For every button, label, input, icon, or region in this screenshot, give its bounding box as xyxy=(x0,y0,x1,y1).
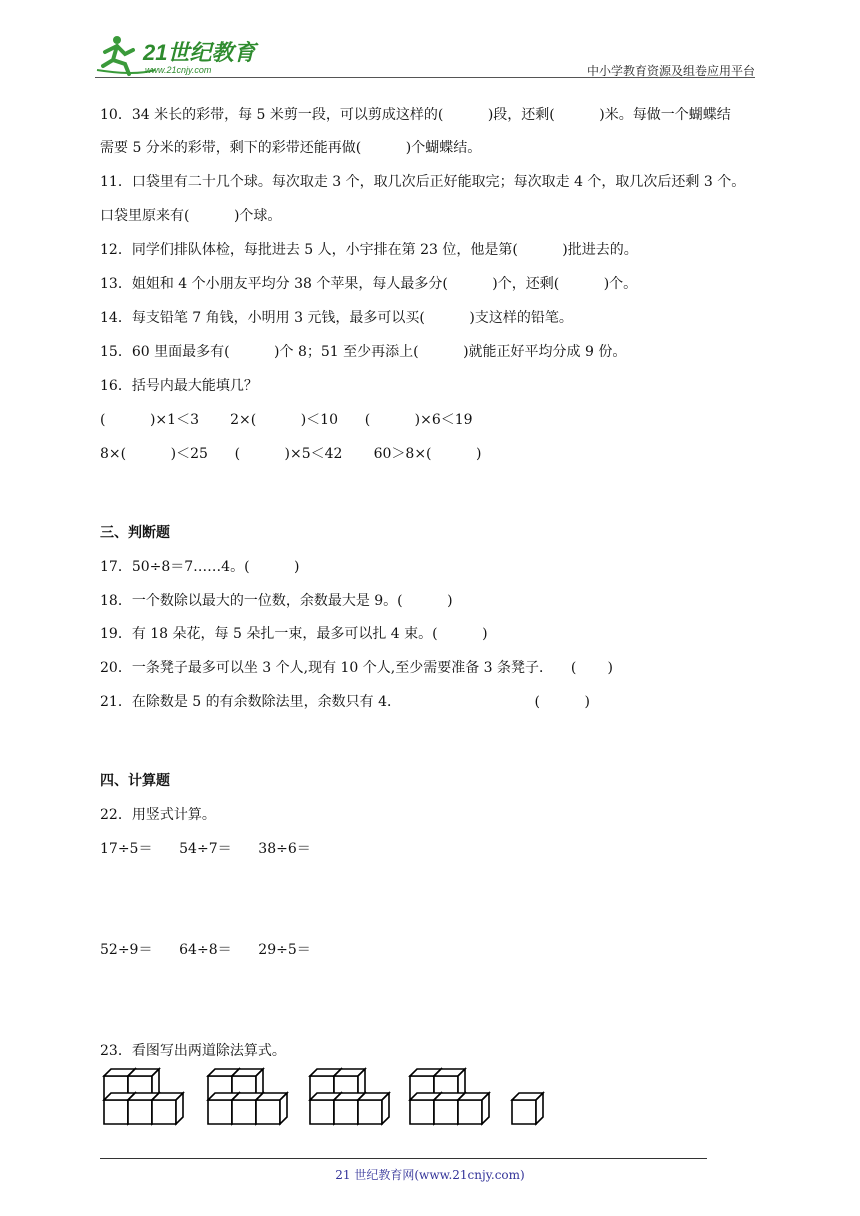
question-10-line-2: 需要 5 分米的彩带，剩下的彩带还能再做( )个蝴蝶结。 xyxy=(100,140,482,156)
cube xyxy=(512,1093,543,1124)
svg-text:21世纪教育: 21世纪教育 xyxy=(143,40,256,65)
question-18: 18．一个数除以最大的一位数，余数最大是 9。( ) xyxy=(100,593,453,609)
question-16-row-2: 8×( )＜25 ( )×5＜42 60＞8×( ) xyxy=(100,446,482,462)
question-15: 15．60 里面最多有( )个 8；51 至少再添上( )就能正好平均分成 9 份。 xyxy=(100,344,627,360)
question-23: 23．看图写出两道除法算式。 xyxy=(100,1043,286,1059)
question-16-row-1: ( )×1＜3 2×( )＜10 ( )×6＜19 xyxy=(100,412,473,428)
svg-text:www.21cnjy.com: www.21cnjy.com xyxy=(145,65,212,75)
page-header xyxy=(95,30,755,78)
section-3-title: 三、判断题 xyxy=(100,525,170,541)
question-17: 17．50÷8＝7……4。( ) xyxy=(100,559,300,575)
cube xyxy=(256,1093,287,1124)
footer-text: 21 世纪教育网(www.21cnjy.com) xyxy=(335,1168,525,1182)
question-12: 12．同学们排队体检，每批进去 5 人，小宇排在第 23 位，他是第( )批进去的。 xyxy=(100,242,638,258)
question-13: 13．姐姐和 4 个小朋友平均分 38 个苹果，每人最多分( )个，还剩( )个。 xyxy=(100,276,638,292)
footer-divider xyxy=(100,1158,707,1159)
calc-row-1: 17÷5＝ 54÷7＝ 38÷6＝ xyxy=(100,841,311,857)
cube xyxy=(458,1093,489,1124)
cube xyxy=(152,1093,183,1124)
section-4-title: 四、计算题 xyxy=(100,773,170,789)
calc-row-2: 52÷9＝ 64÷8＝ 29÷5＝ xyxy=(100,942,311,958)
cube xyxy=(358,1093,389,1124)
site-logo xyxy=(95,30,275,78)
question-19: 19．有 18 朵花，每 5 朵扎一束，最多可以扎 4 束。( ) xyxy=(100,626,488,642)
question-21: 21．在除数是 5 的有余数除法里，余数只有 4． ( ) xyxy=(100,694,590,710)
question-14: 14．每支铅笔 7 角钱，小明用 3 元钱，最多可以买( )支这样的铅笔。 xyxy=(100,310,573,326)
header-divider xyxy=(95,77,755,78)
question-11-line-1: 11．口袋里有二十几个球。每次取走 3 个，取几次后正好能取完；每次取走 4 个，取几次后还剩 3 个。 xyxy=(100,174,746,190)
question-16: 16．括号内最大能填几？ xyxy=(100,378,258,394)
question-20: 20．一条凳子最多可以坐 3 个人,现有 10 个人,至少需要准备 3 条凳子． ( ) xyxy=(100,660,613,676)
platform-name: 中小学教育资源及组卷应用平台 xyxy=(586,64,755,78)
cube-groups-figure xyxy=(100,1064,560,1134)
question-22: 22．用竖式计算。 xyxy=(100,807,216,823)
question-11-line-2: 口袋里原来有( )个球。 xyxy=(100,208,282,224)
question-10-line-1: 10．34 米长的彩带，每 5 米剪一段，可以剪成这样的( )段，还剩( )米。每做一个蝴蝶结 xyxy=(100,107,731,123)
